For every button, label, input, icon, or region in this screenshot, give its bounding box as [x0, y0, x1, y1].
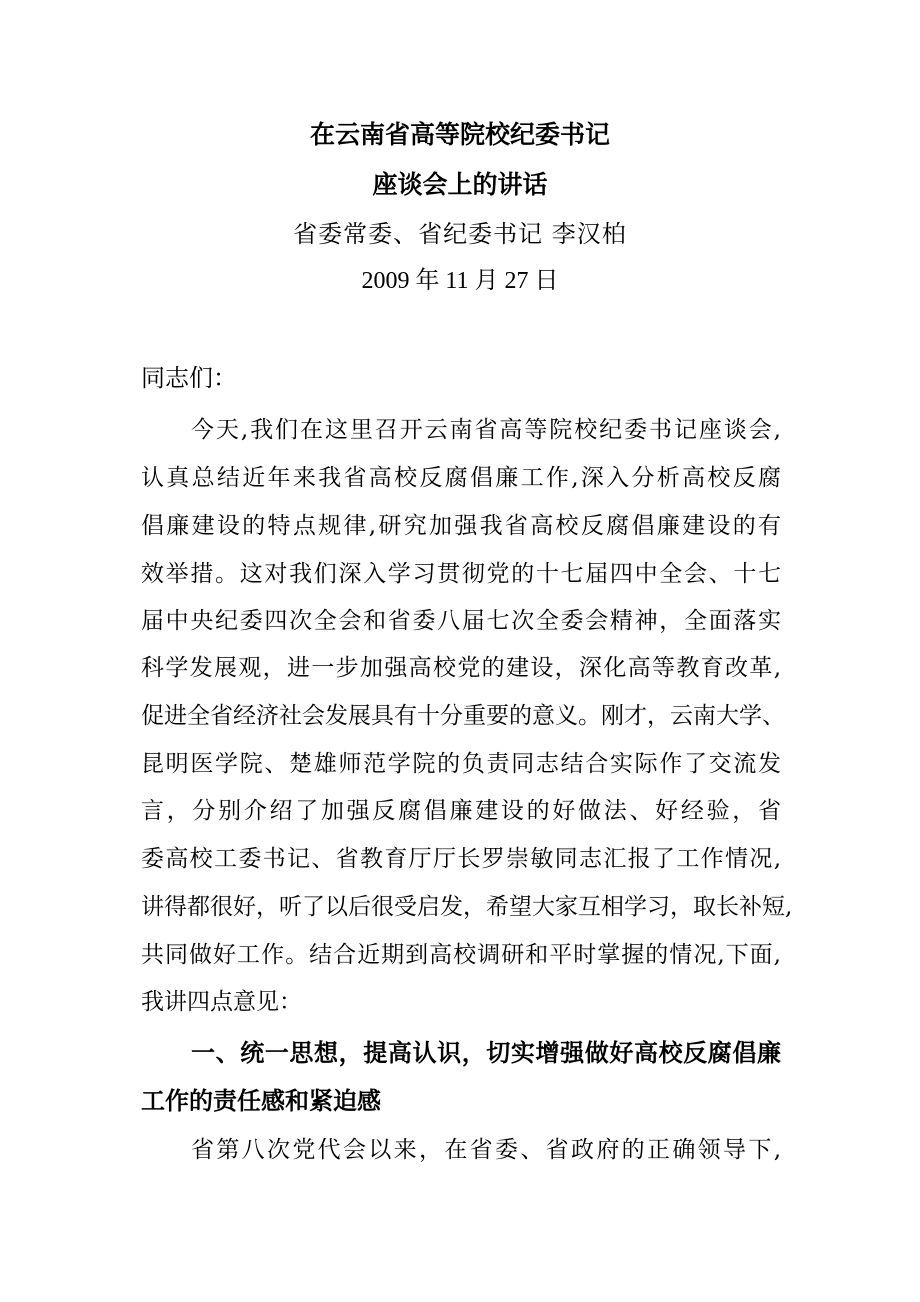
paragraph-1-line: 今天,我们在这里召开云南省高等院校纪委书记座谈会,	[191, 417, 781, 443]
paragraph-1-line: 促进全省经济社会发展具有十分重要的意义。刚才，云南大学、	[141, 703, 785, 729]
section-1-heading-line-1: 一、统一思想，提高认识，切实增强做好高校反腐倡廉	[191, 1039, 781, 1067]
paragraph-1-line: 科学发展观，进一步加强高校党的建设，深化高等教育改革,	[141, 655, 781, 681]
paragraph-1-line: 共同做好工作。结合近期到高校调研和平时掌握的情况,下面,	[141, 942, 781, 968]
document-date: 2009 年 11 月 27 日	[361, 268, 559, 294]
document-title-line-2: 座谈会上的讲话	[372, 170, 548, 199]
salutation: 同志们：	[141, 364, 237, 392]
paragraph-1-line: 讲得都很好，听了以后很受启发，希望大家互相学习，取长补短,	[141, 894, 793, 920]
section-1-heading-line-2: 工作的责任感和紧迫感	[141, 1087, 381, 1115]
paragraph-1-line: 我讲四点意见：	[141, 989, 302, 1015]
paragraph-1-line: 昆明医学院、楚雄师范学院的负责同志结合实际作了交流发	[141, 751, 781, 777]
paragraph-1-line: 认真总结近年来我省高校反腐倡廉工作,深入分析高校反腐	[141, 465, 781, 491]
document-title-line-1: 在云南省高等院校纪委书记	[309, 120, 610, 149]
paragraph-1-line: 委高校工委书记、省教育厅厅长罗崇敏同志汇报了工作情况,	[141, 846, 781, 872]
document-author: 省委常委、省纪委书记 李汉柏	[293, 220, 627, 248]
section-1-paragraph-line: 省第八次党代会以来，在省委、省政府的正确领导下,	[191, 1137, 781, 1163]
paragraph-1-line: 届中央纪委四次全会和省委八届七次全委会精神，全面落实	[141, 608, 781, 634]
paragraph-1-line: 效举措。这对我们深入学习贯彻党的十七届四中全会、十七	[141, 561, 781, 587]
paragraph-1-line: 言，分别介绍了加强反腐倡廉建设的好做法、好经验，省	[141, 798, 781, 824]
paragraph-1-line: 倡廉建设的特点规律,研究加强我省高校反腐倡廉建设的有	[141, 513, 781, 539]
